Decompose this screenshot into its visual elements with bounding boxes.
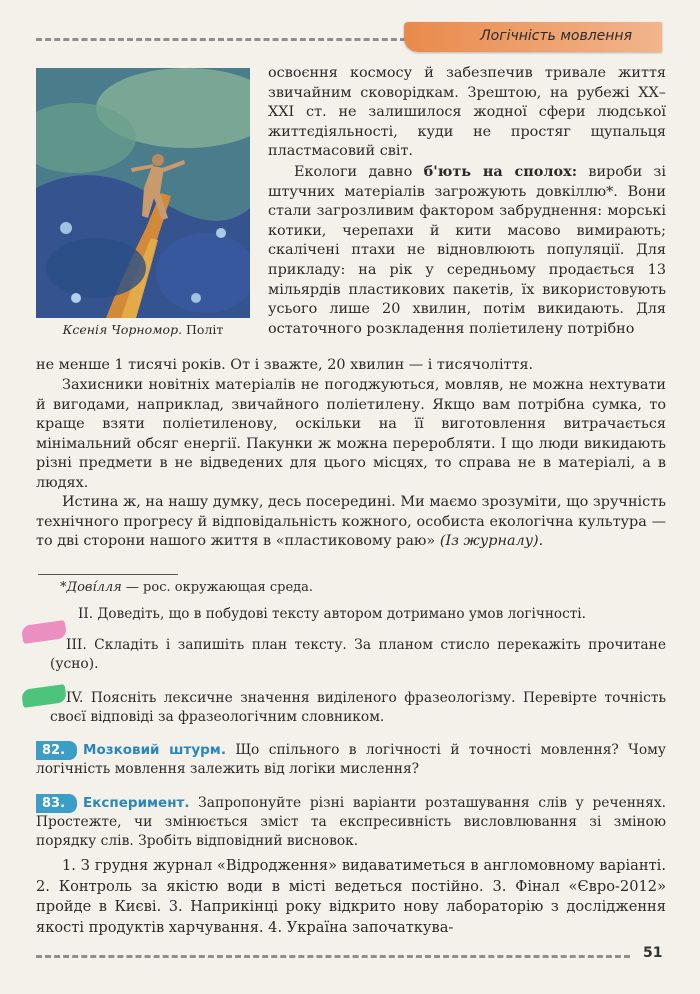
p2-wrap-text: вироби зі штучних матеріалів загрожують довкіллю*. Вони стали загрозливим фактором забруднення: морські котики, черепахи й кити масово вимирають; скалічені птахи не відновлюють популяції. Для прикладу: на рік у середньому продається 13 мільярдів пластикових пакетів, їх використовують усього лише 20 хвилин, потім викидають. Для остаточного розкладення поліетилену потрібно	[268, 164, 666, 337]
exercise-82-text: Що спільного в логічності й точності мовлення? Чому логічність мовлення залежить від логіки мислення?	[36, 742, 666, 777]
footnote-rule	[38, 574, 178, 575]
exercise-83-text: Запропонуйте різні варіанти розташування слів у реченнях. Простежте, чи змінюється зміст та експресивність висловлювання зі зміною порядку слів. Зробіть відповідний висновок.	[36, 795, 666, 849]
phraseologism-highlight: б'ють на сполох:	[423, 163, 578, 180]
footer-dashed-rule	[36, 955, 630, 958]
task-3: III. Складіть і запишіть план тексту. За планом стисло перекажіть прочитане (усно).	[50, 637, 666, 672]
task-4: IV. Поясніть лексичне значення виділеного фразеологізму. Перевірте точність своєї відповіді за фразеологічним словником.	[50, 690, 666, 725]
page-number: 51	[643, 945, 663, 961]
task-2: II. Доведіть, що в побудові тексту автором дотримано умов логічності.	[78, 606, 586, 622]
p2-lead: Екологи давно	[294, 164, 424, 180]
paragraph-2-end: не менше 1 тисячі років. От і зважте, 20 хвилин — і тисячоліття.	[36, 357, 534, 373]
exercise-82-number: 82.	[36, 741, 77, 760]
caption-author: Ксенія Чорномор.	[62, 322, 183, 337]
section-title: Логічність мовлення	[480, 28, 632, 44]
paragraph-2	[268, 162, 666, 339]
exercise-82	[36, 741, 666, 779]
exercise-83-number: 83.	[36, 794, 77, 813]
p4-text: Истина ж, на нашу думку, десь посередині. Ми маємо зрозуміти, що зручність технічного прогресу й відповідальність кожного, особиста екологічна культура — то дві сторони нашого життя в «пластиковому раю»	[36, 494, 666, 550]
exercise-83-label: Експеримент.	[83, 795, 190, 811]
p4-source: (Із журналу).	[439, 533, 544, 550]
section-tab	[404, 22, 662, 52]
header-dashed-rule	[36, 38, 406, 41]
painting-illustration	[36, 68, 250, 318]
footnote-text: — рос. окружающая среда.	[121, 580, 314, 595]
paragraph-3: Захисники новітніх матеріалів не погоджуються, мовляв, не можна нехтувати й вигодами, наприклад, звичайного поліетилену. Якщо вам потрібна сумка, то краще взяти поліетиленову, оскільки на її виготовлення витрачається мінімальний обсяг енергії. Пакунки ж можна переробляти. І що люди викидають різні предмети в не відведених для цього місцях, то справа не в матеріалі, а в людях.	[36, 377, 666, 491]
exercise-82-label: Мозковий штурм.	[83, 742, 226, 758]
paragraph-4	[36, 493, 666, 552]
painting-caption	[36, 322, 250, 337]
footnote	[60, 580, 313, 595]
exercise-83-sentences: 1. З грудня журнал «Відродження» видаватиметься в англомовному варіанті. 2. Контроль за якістю води в місті ведеться постійно. 3. Фінал «Євро-2012» пройде в Києві. 3. Наприкінці року відкрито нову лабораторію з дослідження якості продуктів харчування. 4. Україна започаткува-	[36, 857, 666, 936]
footnote-term: *Дові́лля	[60, 580, 122, 595]
paragraph-1: освоєння космосу й забезпечив тривале життя звичайним сковорідкам. Зрештою, на рубежі XX–XXI ст. не залишилося жодної сфери людської життєдіяльності, куди не простяг щупальця пластмасовий світ.	[268, 65, 666, 160]
painting-image	[36, 68, 250, 318]
caption-title: Політ	[186, 322, 224, 337]
exercise-83	[36, 794, 666, 851]
